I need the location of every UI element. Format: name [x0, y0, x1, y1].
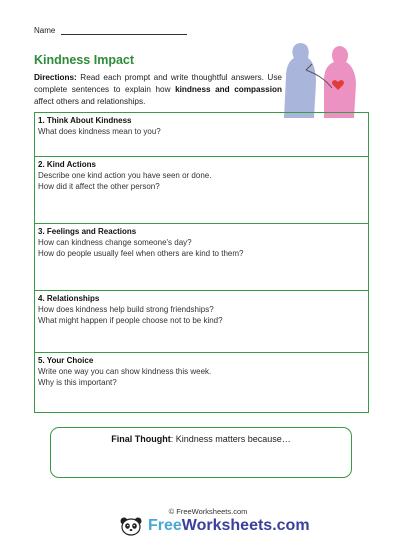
section-title: 3. Feelings and Reactions: [38, 227, 137, 236]
section-prompt: How does kindness help build strong friendships?: [38, 305, 214, 314]
name-label: Name: [34, 26, 56, 35]
section-title: 5. Your Choice: [38, 356, 94, 365]
worksheet-title: Kindness Impact: [34, 53, 135, 67]
final-thought-text: : Kindness matters because…: [170, 434, 291, 444]
brand-name: [148, 517, 310, 535]
directions-label: Directions:: [34, 73, 77, 82]
prompt-section-3[interactable]: [35, 224, 368, 291]
section-prompt: Why is this important?: [38, 378, 117, 387]
panda-logo-icon: [118, 516, 144, 536]
section-title: 1. Think About Kindness: [38, 116, 132, 125]
section-prompt: How do people usually feel when others are kind to them?: [38, 249, 244, 258]
name-line[interactable]: [61, 26, 187, 35]
section-title: 4. Relationships: [38, 294, 100, 303]
final-thought: [51, 434, 351, 444]
name-field-row: [34, 26, 187, 35]
prompt-section-1[interactable]: [35, 113, 368, 157]
prompt-section-5[interactable]: [35, 353, 368, 411]
directions: [34, 72, 282, 108]
brand-worksheets: Worksheets.com: [181, 517, 310, 534]
section-prompt: What does kindness mean to you?: [38, 127, 161, 136]
final-thought-box[interactable]: [50, 427, 352, 478]
directions-text-2: affect others and relationships.: [34, 97, 146, 106]
section-prompt: Write one way you can show kindness this week.: [38, 367, 212, 376]
section-prompt: How did it affect the other person?: [38, 182, 160, 191]
section-prompt: How can kindness change someone's day?: [38, 238, 192, 247]
footer-copyright[interactable]: © FreeWorksheets.com: [168, 507, 248, 516]
section-title: 2. Kind Actions: [38, 160, 96, 169]
prompt-section-4[interactable]: [35, 291, 368, 353]
two-people-embrace-illustration: [272, 38, 368, 118]
directions-bold: kindness and compassion: [175, 85, 282, 94]
brand-logo[interactable]: [118, 516, 310, 536]
final-thought-label: Final Thought: [111, 434, 171, 444]
brand-free: Free: [148, 517, 182, 534]
prompts-table: [34, 112, 369, 413]
section-prompt: What might happen if people choose not to be kind?: [38, 316, 223, 325]
prompt-section-2[interactable]: [35, 157, 368, 224]
directions-text-1: Read each prompt and write thoughtful answers. Use complete sentences to explain how: [34, 73, 282, 94]
section-prompt: Describe one kind action you have seen or done.: [38, 171, 212, 180]
blue-person: [284, 43, 316, 118]
